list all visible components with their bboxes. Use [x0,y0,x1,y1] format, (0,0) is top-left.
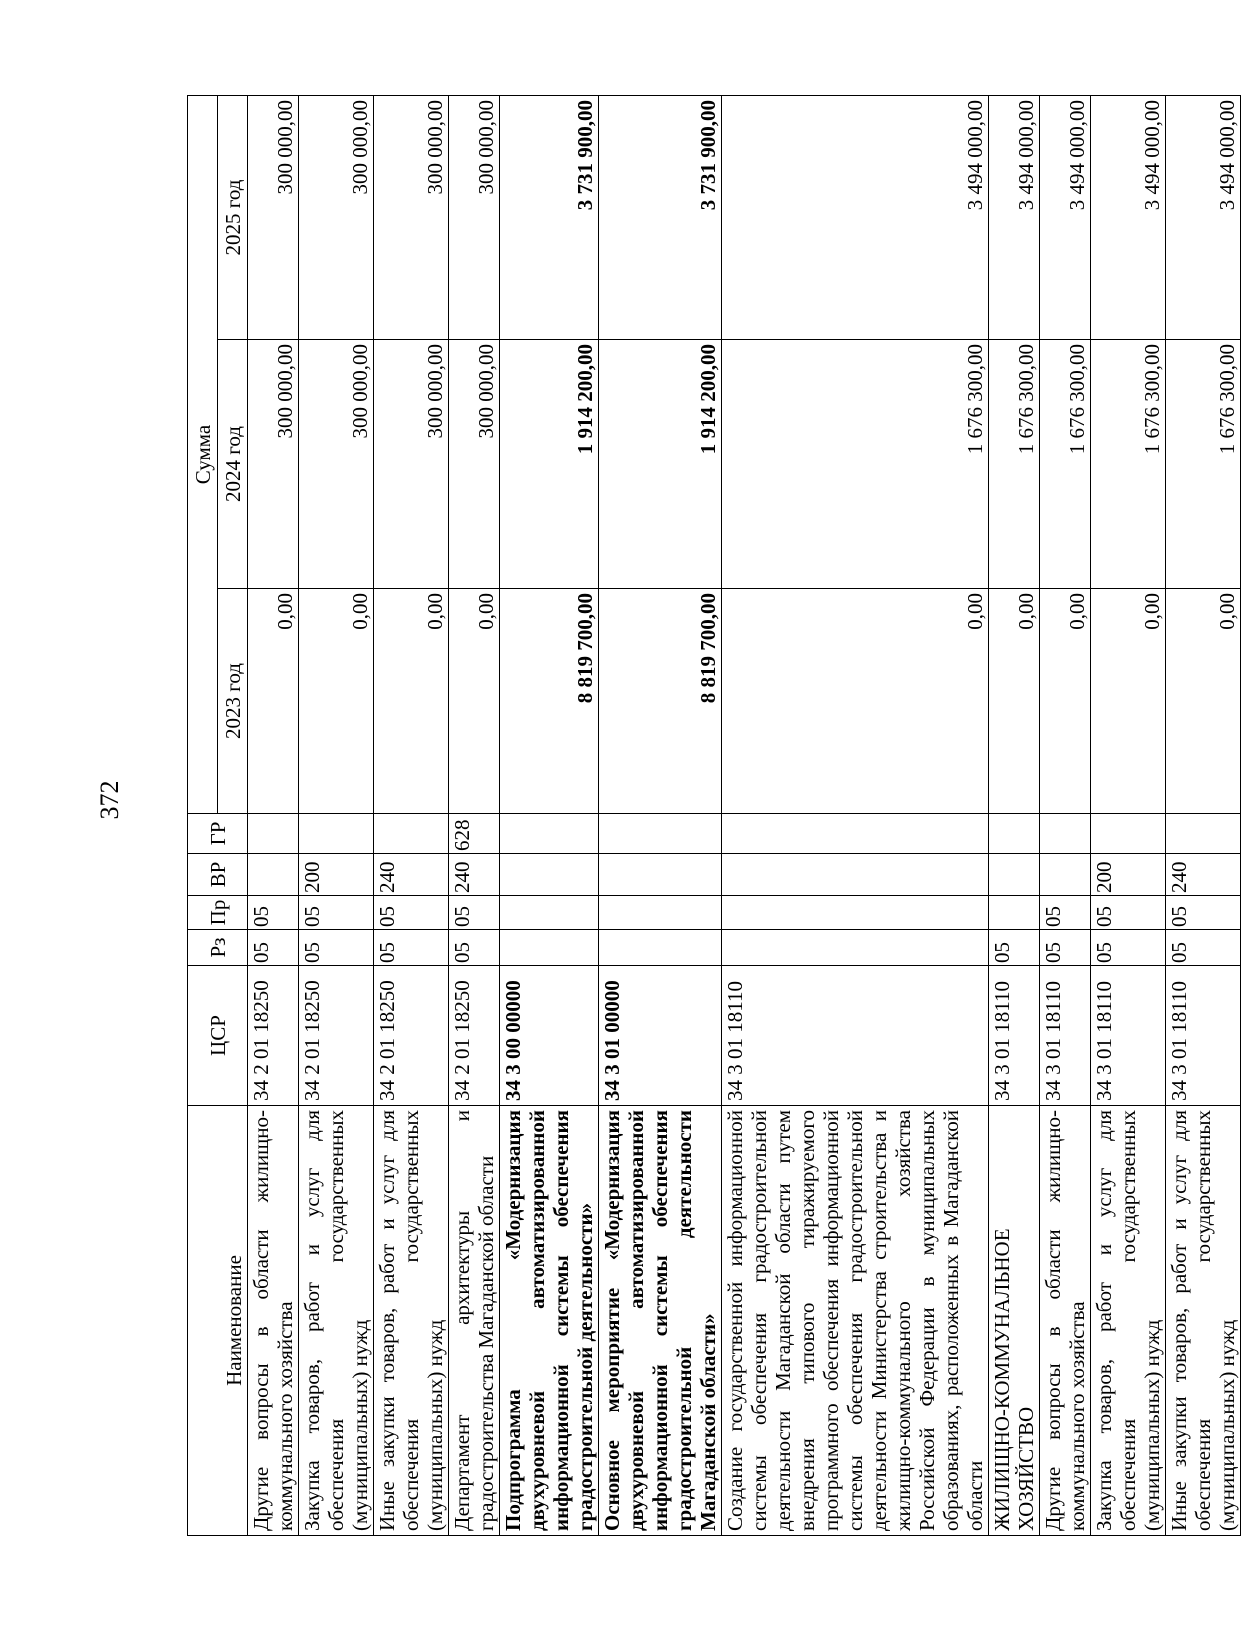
row-pr [989,896,1040,930]
budget-table [187,95,1241,1536]
header-csr: ЦСР [188,966,248,1106]
row-pr: 05 [248,896,299,930]
row-gr: 628 [449,814,500,854]
row-sum-2024: 1 676 300,00 [1091,340,1166,589]
row-gr [1166,814,1241,854]
row-csr: 34 3 01 18110 [989,966,1040,1106]
row-name: Основное мероприятие «Модернизация двухуровневой автоматизированной информационной системы обеспечения градостроительной деятельности Магаданской области» [599,1106,722,1536]
header-year-2024: 2024 год [218,340,248,589]
row-pr: 05 [449,896,500,930]
row-rz: 05 [1091,930,1166,966]
row-gr [989,814,1040,854]
row-pr [500,896,599,930]
row-name: Другие вопросы в области жилищно-коммунального хозяйства [1040,1106,1091,1536]
row-csr: 34 3 00 00000 [500,966,599,1106]
row-gr [599,814,722,854]
row-csr: 34 2 01 18250 [248,966,299,1106]
row-sum-2024: 300 000,00 [374,340,449,589]
header-year-2023: 2023 год [218,589,248,814]
row-sum-2025: 3 731 900,00 [599,95,722,339]
row-sum-2023: 8 819 700,00 [500,589,599,814]
row-csr: 34 3 01 18110 [1091,966,1166,1106]
row-sum-2023: 0,00 [374,589,449,814]
row-pr [722,896,989,930]
header-rz: Рз [188,930,248,966]
table-row [1166,95,1241,1535]
row-pr [599,896,722,930]
row-rz: 05 [1166,930,1241,966]
row-vr [1040,854,1091,896]
row-gr [1040,814,1091,854]
table-row [989,95,1040,1535]
row-rz [599,930,722,966]
row-sum-2024: 300 000,00 [449,340,500,589]
row-vr: 240 [374,854,449,896]
row-csr: 34 3 01 18110 [722,966,989,1106]
row-sum-2024: 300 000,00 [299,340,374,589]
row-sum-2025: 3 494 000,00 [1166,95,1241,339]
row-vr: 200 [1091,854,1166,896]
row-vr: 240 [1166,854,1241,896]
row-vr: 200 [299,854,374,896]
row-gr [1091,814,1166,854]
row-pr: 05 [374,896,449,930]
row-sum-2023: 0,00 [299,589,374,814]
table-row [1091,95,1166,1535]
row-name: ЖИЛИЩНО-КОММУНАЛЬНОЕ ХОЗЯЙСТВО [989,1106,1040,1536]
row-csr: 34 3 01 18110 [1040,966,1091,1106]
page-number: 372 [95,780,124,820]
row-sum-2024: 1 676 300,00 [1040,340,1091,589]
row-sum-2024: 1 676 300,00 [722,340,989,589]
table-row [722,95,989,1535]
row-vr [722,854,989,896]
row-gr [500,814,599,854]
table-row [374,95,449,1535]
row-csr: 34 2 01 18250 [449,966,500,1106]
row-csr: 34 3 01 18110 [1166,966,1241,1106]
budget-table-rotated [187,96,1239,1536]
row-sum-2025: 3 494 000,00 [1091,95,1166,339]
table-row [248,95,299,1535]
row-sum-2025: 3 494 000,00 [1040,95,1091,339]
row-sum-2024: 1 676 300,00 [1166,340,1241,589]
row-sum-2025: 3 731 900,00 [500,95,599,339]
header-vr: ВР [188,854,248,896]
table-body [248,95,1241,1535]
row-pr: 05 [1040,896,1091,930]
row-sum-2023: 0,00 [1040,589,1091,814]
row-name: Иные закупки товаров, работ и услуг для обеспечения государственных (муниципальных) нужд [374,1106,449,1536]
row-sum-2025: 300 000,00 [248,95,299,339]
row-rz: 05 [248,930,299,966]
row-sum-2023: 8 819 700,00 [599,589,722,814]
row-rz: 05 [1040,930,1091,966]
header-name: Наименование [188,1106,248,1536]
row-gr [722,814,989,854]
row-csr: 34 3 01 00000 [599,966,722,1106]
table-row [449,95,500,1535]
row-sum-2025: 300 000,00 [299,95,374,339]
row-name: Иные закупки товаров, работ и услуг для обеспечения государственных (муниципальных) нужд [1166,1106,1241,1536]
row-name: Другие вопросы в области жилищно-коммунального хозяйства [248,1106,299,1536]
table-row [599,95,722,1535]
row-pr: 05 [1166,896,1241,930]
row-sum-2023: 0,00 [1091,589,1166,814]
row-vr [248,854,299,896]
header-year-2025: 2025 год [218,95,248,339]
row-name: Департамент архитектуры и градостроительства Магаданской области [449,1106,500,1536]
row-sum-2025: 300 000,00 [449,95,500,339]
row-sum-2023: 0,00 [248,589,299,814]
table-row [500,95,599,1535]
row-pr: 05 [1091,896,1166,930]
row-rz [500,930,599,966]
row-gr [374,814,449,854]
row-name: Закупка товаров, работ и услуг для обеспечения государственных (муниципальных) нужд [299,1106,374,1536]
row-vr: 240 [449,854,500,896]
row-name: Закупка товаров, работ и услуг для обеспечения государственных (муниципальных) нужд [1091,1106,1166,1536]
row-sum-2025: 3 494 000,00 [722,95,989,339]
row-gr [248,814,299,854]
row-sum-2024: 300 000,00 [248,340,299,589]
row-vr [989,854,1040,896]
row-name: Создание государственной информационной системы обеспечения градостроительной деятельности Магаданской области путем внедрения типового тиражируемого программного обеспечения информационной системы обеспечения градостроительной деятельности Министерства строительства и жилищно-коммунального хозяйства Российской Федерации в муниципальных образованиях, расположенных в Магаданской области [722,1106,989,1536]
table-row [299,95,374,1535]
row-rz: 05 [989,930,1040,966]
row-rz: 05 [449,930,500,966]
row-pr: 05 [299,896,374,930]
row-csr: 34 2 01 18250 [374,966,449,1106]
row-name: Подпрограмма «Модернизация двухуровневой автоматизированной информационной системы обеспечения градостроительной деятельности» [500,1106,599,1536]
row-sum-2023: 0,00 [449,589,500,814]
table-row [1040,95,1091,1535]
row-sum-2024: 1 914 200,00 [599,340,722,589]
row-rz: 05 [374,930,449,966]
row-rz [722,930,989,966]
row-vr [599,854,722,896]
row-sum-2023: 0,00 [722,589,989,814]
row-sum-2025: 300 000,00 [374,95,449,339]
row-sum-2024: 1 676 300,00 [989,340,1040,589]
header-gr: ГР [188,814,248,854]
row-sum-2023: 0,00 [989,589,1040,814]
row-sum-2024: 1 914 200,00 [500,340,599,589]
row-sum-2023: 0,00 [1166,589,1241,814]
row-gr [299,814,374,854]
row-csr: 34 2 01 18250 [299,966,374,1106]
row-vr [500,854,599,896]
header-sum: Сумма [188,95,218,813]
header-pr: Пр [188,896,248,930]
row-sum-2025: 3 494 000,00 [989,95,1040,339]
row-rz: 05 [299,930,374,966]
